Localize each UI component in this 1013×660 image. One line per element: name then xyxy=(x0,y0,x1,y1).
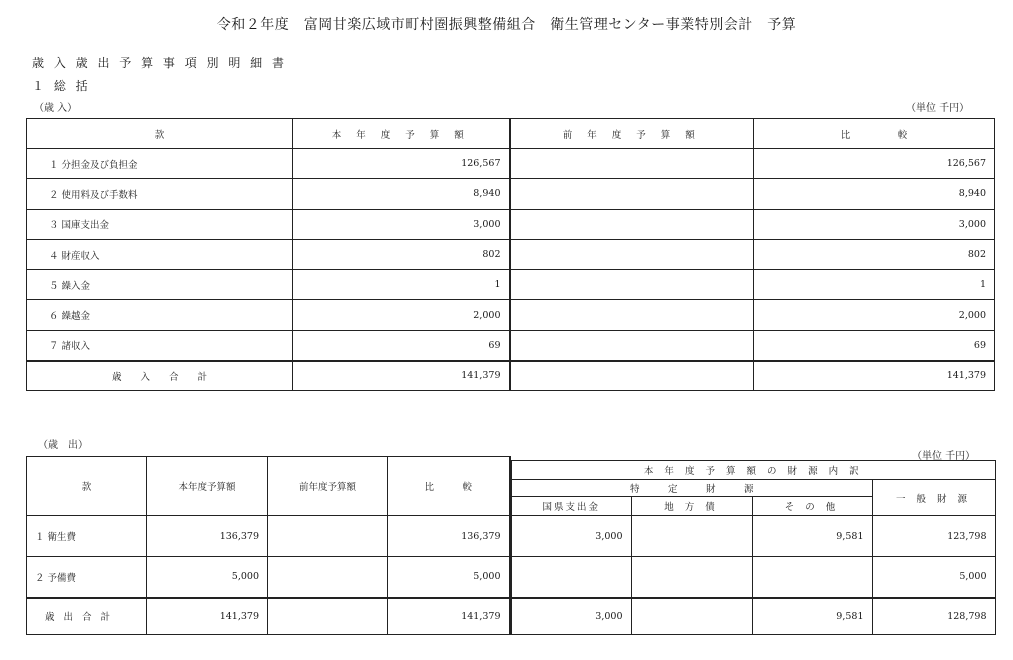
breakdown-total-localbond xyxy=(631,598,752,635)
expenditure-item-name: １ 衛生費 xyxy=(27,516,147,557)
revenue-diff-amount: 126,567 xyxy=(754,149,995,179)
expenditure-previous-amount xyxy=(268,557,388,598)
revenue-item-name: ５ 繰入金 xyxy=(27,270,293,300)
expenditure-previous-amount xyxy=(268,516,388,557)
general-amount: 123,798 xyxy=(872,516,995,557)
other-amount: 9,581 xyxy=(752,516,872,557)
general-source-header: 一 般 財 源 xyxy=(872,480,995,516)
breakdown-total-row xyxy=(511,598,995,635)
national-amount: 3,000 xyxy=(511,516,631,557)
expenditure-header-diff: 比 較 xyxy=(388,457,510,516)
breakdown-row xyxy=(511,516,995,557)
expenditure-item-name: ２ 予備費 xyxy=(27,557,147,598)
revenue-diff-amount: 802 xyxy=(754,239,995,269)
revenue-previous-amount xyxy=(510,300,754,330)
revenue-header-previous: 前 年 度 予 算 額 xyxy=(510,119,754,149)
breakdown-total-national: 3,000 xyxy=(511,598,631,635)
revenue-total-diff: 141,379 xyxy=(754,361,995,391)
revenue-item-name: １ 分担金及び負担金 xyxy=(27,149,293,179)
revenue-header-item: 款 xyxy=(27,119,293,149)
revenue-diff-amount: 3,000 xyxy=(754,209,995,239)
revenue-current-amount: 3,000 xyxy=(293,209,510,239)
revenue-row xyxy=(27,209,995,239)
expenditure-caption: （歳 出） xyxy=(38,440,88,451)
revenue-header-row xyxy=(27,119,995,149)
revenue-item-name: ７ 諸収入 xyxy=(27,330,293,360)
specific-source-header: 特 定 財 源 xyxy=(511,480,872,497)
other-header: そ の 他 xyxy=(752,497,872,516)
expenditure-diff-amount: 136,379 xyxy=(388,516,510,557)
expenditure-total-previous xyxy=(268,598,388,635)
breakdown-title: 本 年 度 予 算 額 の 財 源 内 訳 xyxy=(511,461,995,480)
revenue-diff-amount: 2,000 xyxy=(754,300,995,330)
expenditure-total-row xyxy=(27,598,510,635)
expenditure-total-label: 歳 出 合 計 xyxy=(27,598,147,635)
revenue-previous-amount xyxy=(510,270,754,300)
revenue-previous-amount xyxy=(510,239,754,269)
revenue-current-amount: 802 xyxy=(293,239,510,269)
revenue-previous-amount xyxy=(510,330,754,360)
revenue-row xyxy=(27,149,995,179)
revenue-diff-amount: 1 xyxy=(754,270,995,300)
revenue-current-amount: 69 xyxy=(293,330,510,360)
expenditure-row xyxy=(27,557,510,598)
revenue-header-diff: 比 較 xyxy=(754,119,995,149)
revenue-total-previous xyxy=(510,361,754,391)
expenditure-breakdown-table xyxy=(510,460,996,635)
expenditure-header-row xyxy=(27,457,510,516)
revenue-current-amount: 8,940 xyxy=(293,179,510,209)
revenue-header-current: 本 年 度 予 算 額 xyxy=(293,119,510,149)
expenditure-total-diff: 141,379 xyxy=(388,598,510,635)
revenue-item-name: ４ 財産収入 xyxy=(27,239,293,269)
national-header: 国県支出金 xyxy=(511,497,631,516)
revenue-item-name: ３ 国庫支出金 xyxy=(27,209,293,239)
revenue-previous-amount xyxy=(510,149,754,179)
revenue-previous-amount xyxy=(510,179,754,209)
revenue-table xyxy=(26,118,995,391)
revenue-item-name: ２ 使用料及び手数料 xyxy=(27,179,293,209)
expenditure-header-previous: 前年度予算額 xyxy=(268,457,388,516)
breakdown-specific-row xyxy=(511,480,995,497)
revenue-current-amount: 1 xyxy=(293,270,510,300)
expenditure-header-item: 款 xyxy=(27,457,147,516)
revenue-row xyxy=(27,300,995,330)
expenditure-header-current: 本年度予算額 xyxy=(147,457,268,516)
localbond-amount xyxy=(631,557,752,598)
general-amount: 5,000 xyxy=(872,557,995,598)
revenue-current-amount: 2,000 xyxy=(293,300,510,330)
expenditure-current-amount: 5,000 xyxy=(147,557,268,598)
revenue-previous-amount xyxy=(510,209,754,239)
revenue-total-current: 141,379 xyxy=(293,361,510,391)
section-heading: １ 総 括 xyxy=(32,79,91,93)
revenue-diff-amount: 69 xyxy=(754,330,995,360)
revenue-total-label: 歳 入 合 計 xyxy=(27,361,293,391)
national-amount xyxy=(511,557,631,598)
localbond-amount xyxy=(631,516,752,557)
breakdown-total-other: 9,581 xyxy=(752,598,872,635)
document-title: 令和２年度 富岡甘楽広域市町村圏振興整備組合 衛生管理センター事業特別会計 予算 xyxy=(216,17,797,33)
expenditure-current-amount: 136,379 xyxy=(147,516,268,557)
revenue-row xyxy=(27,239,995,269)
breakdown-total-general: 128,798 xyxy=(872,598,995,635)
localbond-header: 地 方 債 xyxy=(631,497,752,516)
revenue-item-name: ６ 繰越金 xyxy=(27,300,293,330)
revenue-total-row xyxy=(27,361,995,391)
expenditure-row xyxy=(27,516,510,557)
breakdown-row xyxy=(511,557,995,598)
expenditure-total-current: 141,379 xyxy=(147,598,268,635)
revenue-row xyxy=(27,270,995,300)
revenue-row xyxy=(27,179,995,209)
revenue-caption: （歳 入） xyxy=(34,103,78,114)
revenue-diff-amount: 8,940 xyxy=(754,179,995,209)
revenue-row xyxy=(27,330,995,360)
other-amount xyxy=(752,557,872,598)
revenue-unit: （単位 千円） xyxy=(906,103,970,114)
expenditure-left-table xyxy=(26,456,511,635)
breakdown-title-row xyxy=(511,461,995,480)
revenue-current-amount: 126,567 xyxy=(293,149,510,179)
document-subtitle: 歳 入 歳 出 予 算 事 項 別 明 細 書 xyxy=(32,56,287,70)
expenditure-unit: （単位 千円） xyxy=(912,451,976,462)
expenditure-diff-amount: 5,000 xyxy=(388,557,510,598)
